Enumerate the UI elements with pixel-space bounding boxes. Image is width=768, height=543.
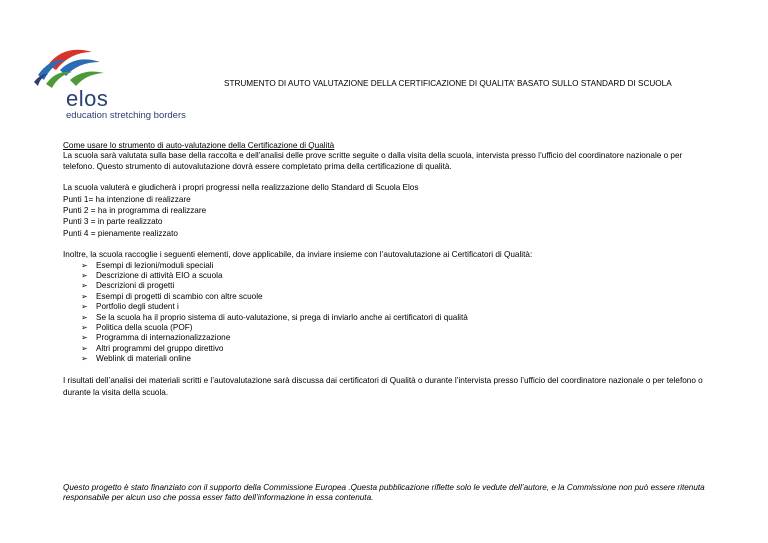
- funding-disclaimer: Questo progetto è stato finanziato con il supporto della Commissione Europea .Questa pubblicazione riflette solo le vedute dell’autore, e la Commissione non può essere ritenuta responsabile per alcun uso che possa esser fatto dell’informazione in essa contenuta.: [63, 483, 705, 503]
- score-item: Punti 4 = pienamente realizzato: [63, 228, 178, 238]
- score-item: Punti 2 = ha in programma di realizzare: [63, 206, 207, 215]
- list-item: ➢ Politica della scuola (POF): [81, 323, 713, 333]
- results-paragraph: I risultati dell’analisi dei materiali scritti e l’autovalutazione sarà discussa dai certificatori di Qualità o durante l’intervista presso l’ufficio del coordinatore nazionale o per telefono o durante la visita della scuola.: [63, 376, 703, 397]
- page-title: STRUMENTO DI AUTO VALUTAZIONE DELLA CERTIFICAZIONE DI QUALITA’ BASATO SULLO STANDARD DI SCUOLA: [224, 79, 672, 88]
- list-item: ➢ Esempi di progetti di scambio con altre scuole: [81, 292, 713, 302]
- elos-logo: [26, 40, 186, 121]
- list-item: ➢ Descrizioni di progetti: [81, 281, 713, 291]
- document-body: [63, 141, 713, 398]
- list-item: ➢ Portfolio degli student i: [81, 302, 713, 312]
- list-item: ➢ Esempi di lezioni/moduli speciali: [81, 261, 713, 271]
- list-item: ➢ Programma di internazionalizzazione: [81, 333, 713, 343]
- intro-heading: Come usare lo strumento di auto-valutazione della Certificazione di Qualità: [63, 141, 335, 150]
- list-item: ➢ Se la scuola ha il proprio sistema di auto-valutazione, si prega di inviarlo anche ai certificatori di qualità: [81, 313, 713, 323]
- list-item: ➢ Altri programmi del gruppo direttivo: [81, 344, 713, 354]
- logo-tagline: education stretching borders: [66, 110, 186, 121]
- materials-intro: Inoltre, la scuola raccoglie i seguenti elementi, dove applicabile, da inviare insieme con l’autovalutazione ai Certificatori di Qualità:: [63, 250, 533, 260]
- list-item: ➢ Weblink di materiali online: [81, 354, 713, 364]
- logo-name: elos: [66, 86, 109, 111]
- scoring-intro: La scuola valuterà e giudicherà i propri progressi nella realizzazione dello Standard di Scuola Elos: [63, 183, 419, 193]
- score-item: Punti 1= ha intenzione di realizzare: [63, 194, 191, 204]
- intro-paragraph: La scuola sarà valutata sulla base della raccolta e dell’analisi delle prove scritte seguite o dalla visita della scuola, intervista presso l’ufficio del coordinatore nazionale o per telefono. Questo strumento di autovalutazione dovrà essere completato prima della certificazione di qualità.: [63, 151, 683, 171]
- materials-list: [63, 261, 713, 365]
- score-item: Punti 3 = in parte realizzato: [63, 217, 163, 227]
- list-item: ➢ Descrizione di attività EIO a scuola: [81, 271, 713, 281]
